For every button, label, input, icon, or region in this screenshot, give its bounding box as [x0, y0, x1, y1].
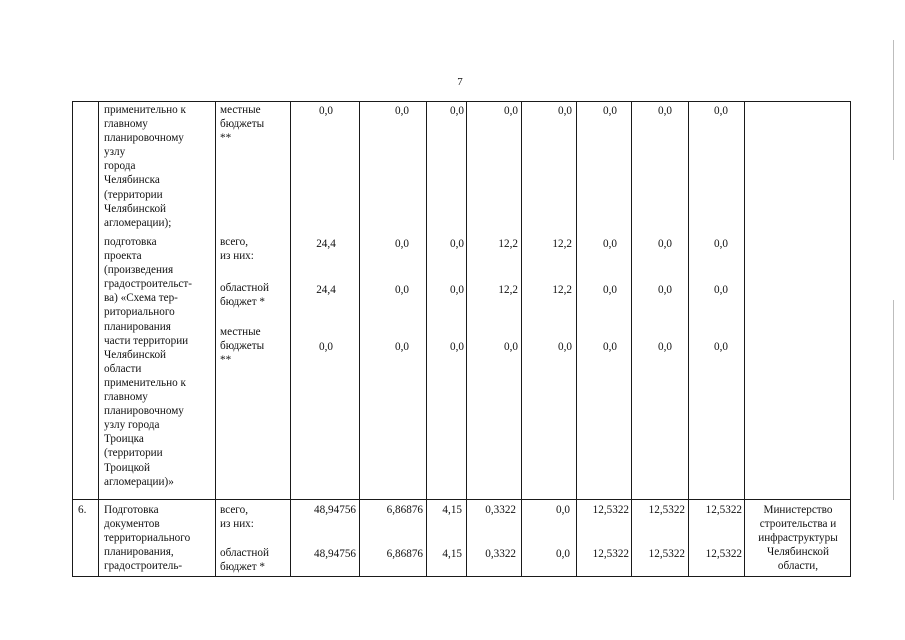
value-cell: 0,0	[504, 105, 518, 117]
value-cell: 0,0	[658, 105, 672, 117]
value-cell: 6,86876	[386, 504, 423, 516]
value-cell: 0,0	[658, 284, 672, 296]
value-cell: 0,3322	[485, 548, 516, 560]
value-cell: 0,3322	[485, 504, 516, 516]
value-cell: 4,15	[442, 504, 462, 516]
table-border-top	[72, 101, 851, 102]
column-divider	[576, 101, 577, 577]
value-cell: 0,0	[603, 238, 617, 250]
column-divider	[98, 101, 99, 577]
value-cell: 48,94756	[314, 548, 356, 560]
scan-artifact	[893, 40, 894, 160]
value-cell: 12,5322	[592, 548, 629, 560]
value-cell: 24,4	[316, 238, 336, 250]
scan-artifact	[893, 300, 894, 500]
column-divider	[215, 101, 216, 577]
funding-source-cell: областной бюджет *	[220, 547, 269, 574]
column-divider	[290, 101, 291, 577]
value-cell: 0,0	[450, 341, 464, 353]
value-cell: 0,0	[556, 504, 570, 516]
value-cell: 0,0	[658, 341, 672, 353]
value-cell: 0,0	[714, 284, 728, 296]
value-cell: 12,2	[552, 284, 572, 296]
table-border-right	[850, 101, 851, 577]
executor-cell: Министерство строительства и инфраструктуры Челябинской области,	[758, 504, 838, 573]
value-cell: 0,0	[450, 105, 464, 117]
value-cell: 0,0	[558, 341, 572, 353]
value-cell: 0,0	[319, 341, 333, 353]
description-cell: применительно к главному планировочному узлу города Челябинска (территории Челябинской агломерации);	[104, 104, 186, 229]
value-cell: 6,86876	[386, 548, 423, 560]
value-cell: 12,5322	[592, 504, 629, 516]
value-cell: 12,5322	[648, 548, 685, 560]
column-divider	[359, 101, 360, 577]
value-cell: 0,0	[450, 238, 464, 250]
value-cell: 0,0	[395, 284, 409, 296]
funding-source-cell: местные бюджеты **	[220, 326, 265, 367]
value-cell: 0,0	[658, 238, 672, 250]
column-divider	[426, 101, 427, 577]
value-cell: 0,0	[603, 105, 617, 117]
value-cell: 0,0	[395, 238, 409, 250]
column-divider	[744, 101, 745, 577]
description-cell: подготовка проекта (произведения градостроительст- ва) «Схема тер- риториального планирования части территории Челябинской области применительно к главному планировочному узлу города Троицка (территории Троицкой агломерации)»	[104, 236, 192, 488]
value-cell: 0,0	[319, 105, 333, 117]
value-cell: 12,5322	[705, 504, 742, 516]
column-divider	[631, 101, 632, 577]
value-cell: 12,2	[498, 284, 518, 296]
funding-source-cell: областной бюджет *	[220, 282, 269, 309]
value-cell: 12,5322	[648, 504, 685, 516]
description-cell: Подготовка документов территориального планирования, градостроитель-	[104, 504, 191, 573]
value-cell: 12,2	[552, 238, 572, 250]
value-cell: 0,0	[714, 341, 728, 353]
table-border-left	[72, 101, 73, 577]
funding-source-cell: всего, из них:	[220, 236, 254, 263]
value-cell: 12,2	[498, 238, 518, 250]
row-number-cell: 6.	[78, 504, 87, 516]
value-cell: 0,0	[558, 105, 572, 117]
page-number: 7	[457, 76, 463, 88]
value-cell: 0,0	[714, 238, 728, 250]
table-border-bottom	[72, 576, 851, 577]
value-cell: 0,0	[395, 341, 409, 353]
value-cell: 0,0	[556, 548, 570, 560]
column-divider	[688, 101, 689, 577]
value-cell: 0,0	[603, 341, 617, 353]
value-cell: 24,4	[316, 284, 336, 296]
column-divider	[466, 101, 467, 577]
column-divider	[521, 101, 522, 577]
value-cell: 4,15	[442, 548, 462, 560]
value-cell: 0,0	[395, 105, 409, 117]
value-cell: 0,0	[450, 284, 464, 296]
value-cell: 0,0	[504, 341, 518, 353]
value-cell: 12,5322	[705, 548, 742, 560]
funding-source-cell: всего, из них:	[220, 504, 254, 531]
value-cell: 48,94756	[314, 504, 356, 516]
row-divider	[72, 499, 851, 500]
funding-source-cell: местные бюджеты **	[220, 104, 265, 145]
value-cell: 0,0	[714, 105, 728, 117]
value-cell: 0,0	[603, 284, 617, 296]
